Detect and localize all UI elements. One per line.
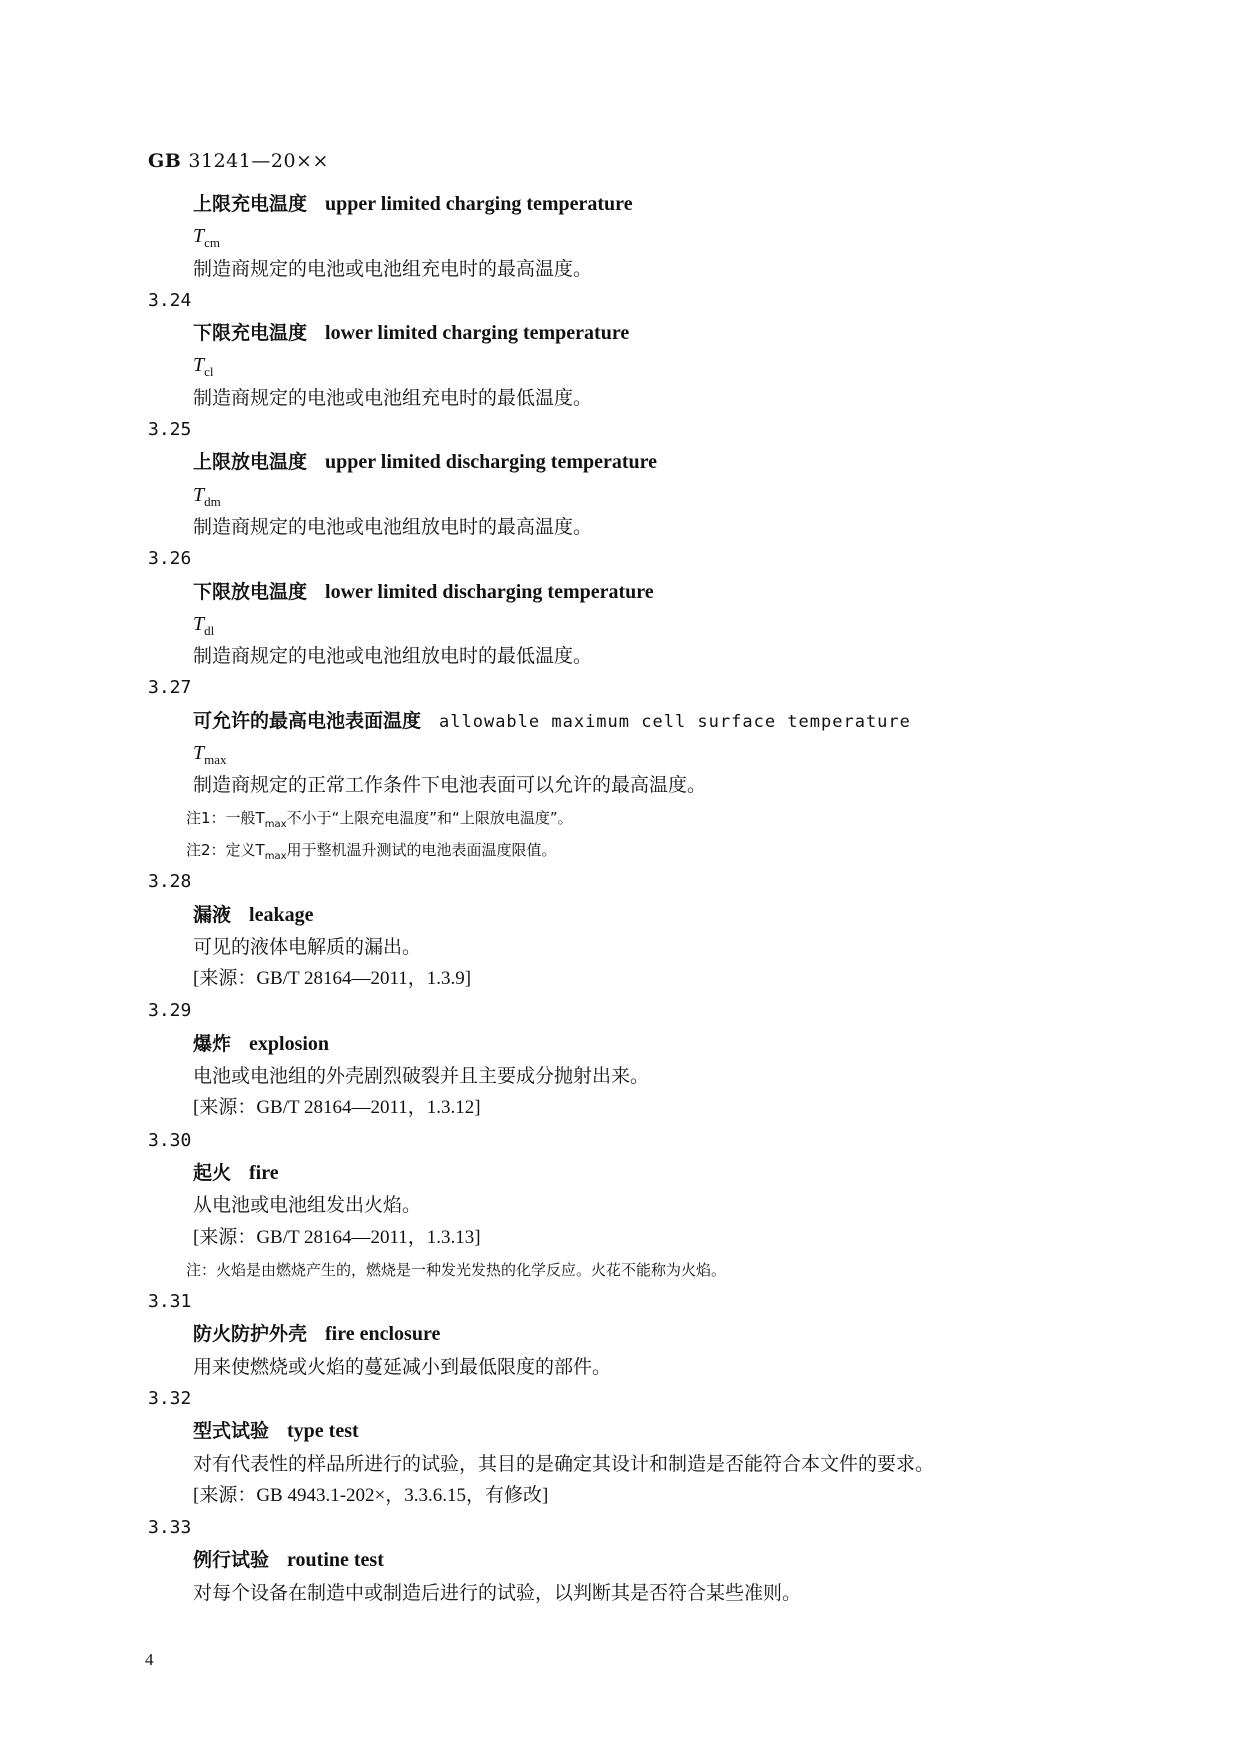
source-line: [来源：GB 4943.1-202×，3.3.6.15，有修改] [193, 1484, 549, 1506]
symbol-line: $T_{cm}$ [193, 225, 221, 251]
clause-number: 3.27 [148, 677, 192, 699]
term-line: 型式试验 type test [193, 1420, 359, 1443]
standard-code: GB [148, 150, 182, 172]
term-line: 漏液 leakage [193, 903, 314, 926]
definition-line: 电池或电池组的外壳剧烈破裂并且主要成分抛射出来。 [193, 1065, 650, 1088]
term-line: 上限充电温度 upper limited charging temperature [193, 193, 633, 215]
clause-number: 3.30 [148, 1129, 192, 1151]
definition-line: 可见的液体电解质的漏出。 [193, 935, 422, 958]
term-line: 起火 fire [193, 1161, 279, 1184]
term-line: 可允许的最高电池表面温度 allowable maximum cell surface temperature [193, 709, 911, 732]
definition-line: 用来使燃烧或火焰的蔓延减小到最低限度的部件。 [193, 1355, 612, 1378]
term-line: 例行试验 routine test [193, 1549, 384, 1572]
definition-line: 制造商规定的电池或电池组放电时的最低温度。 [193, 645, 593, 668]
clause-number: 3.33 [148, 1517, 192, 1539]
term-line: 上限放电温度 upper limited discharging temperature [193, 451, 658, 474]
definition-line: 制造商规定的电池或电池组充电时的最低温度。 [193, 386, 593, 409]
page-header [148, 150, 329, 172]
clause-number: 3.29 [148, 1000, 192, 1022]
symbol-line: $T_{dm}$ [193, 483, 221, 509]
definition-line: 制造商规定的电池或电池组充电时的最高温度。 [193, 257, 593, 280]
symbol-line: $T_{max}$ [193, 742, 227, 768]
term-line: 爆炸 explosion [193, 1032, 330, 1055]
clause-number: 3.25 [148, 419, 192, 441]
symbol-line: $T_{dl}$ [193, 612, 215, 638]
page-number: 4 [145, 1650, 154, 1669]
standard-number: 31241—20×× [188, 150, 329, 172]
clause-number: 3.26 [148, 548, 192, 570]
definition-line: 制造商规定的正常工作条件下电池表面可以允许的最高温度。 [193, 774, 707, 797]
term-line: 下限充电温度 lower limited charging temperature [193, 322, 630, 345]
definition-line: 制造商规定的电池或电池组放电时的最高温度。 [193, 515, 593, 538]
document-body [148, 188, 1148, 1609]
symbol-line: $T_{cl}$ [193, 354, 214, 380]
term-line: 下限放电温度 lower limited discharging temperature [193, 580, 654, 603]
source-line: [来源：GB/T 28164—2011，1.3.13] [193, 1226, 481, 1248]
source-line: [来源：GB/T 28164—2011，1.3.12] [193, 1097, 481, 1119]
note-line: 注2：定义$T_{max}$用于整机温升测试的电池表面温度限值。 [186, 840, 557, 862]
definition-line: 从电池或电池组发出火焰。 [193, 1194, 422, 1217]
source-line: [来源：GB/T 28164—2011，1.3.9] [193, 968, 472, 990]
clause-number: 3.31 [148, 1291, 192, 1313]
note-line: 注1：一般$T_{max}$不小于“上限充电温度”和“上限放电温度”。 [186, 808, 573, 830]
note-line: 注：火焰是由燃烧产生的，燃烧是一种发光发热的化学反应。火花不能称为火焰。 [186, 1260, 727, 1279]
definition-line: 对每个设备在制造中或制造后进行的试验，以判断其是否符合某些准则。 [193, 1581, 802, 1604]
clause-number: 3.24 [148, 289, 192, 311]
clause-number: 3.28 [148, 871, 192, 893]
definition-line: 对有代表性的样品所进行的试验，其目的是确定其设计和制造是否能符合本文件的要求。 [193, 1452, 935, 1475]
term-line: 防火防护外壳 fire enclosure [193, 1323, 441, 1346]
clause-number: 3.32 [148, 1387, 192, 1409]
